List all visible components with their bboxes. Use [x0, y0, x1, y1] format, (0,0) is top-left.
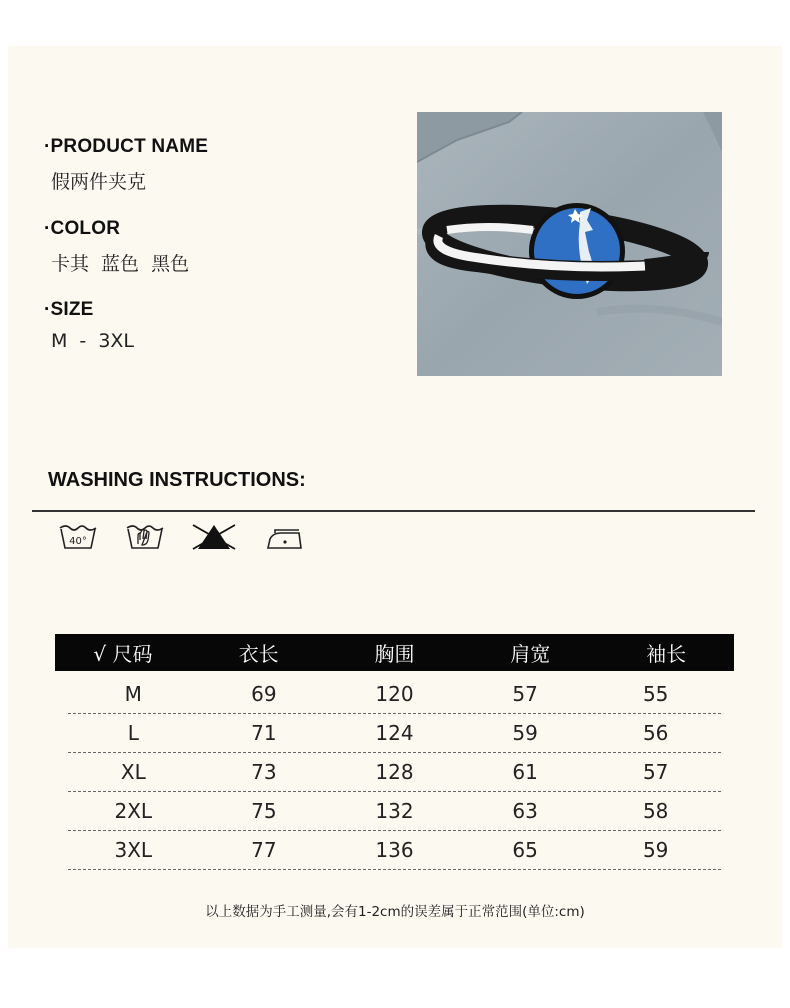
table-row — [68, 714, 721, 753]
color-block — [44, 218, 189, 276]
table-cell: 59 — [642, 838, 669, 862]
table-cell: 75 — [251, 799, 277, 823]
table-header — [55, 634, 734, 671]
table-cell: 65 — [512, 838, 538, 862]
table-cell: 136 — [375, 838, 414, 862]
header-chest: 胸围 — [374, 642, 415, 666]
washing-instructions-title: WASHING INSTRUCTIONS: — [48, 469, 306, 491]
table-cell: 124 — [375, 721, 414, 745]
table-cell: 77 — [251, 838, 277, 862]
header-size: √ 尺码 — [93, 642, 153, 666]
table-cell: 56 — [642, 721, 669, 745]
machine-wash-40-icon — [58, 522, 98, 556]
planet-patch-image — [417, 112, 722, 376]
measurement-note: 以上数据为手工测量,会有1-2cm的误差属于正常范围(单位:cm) — [205, 904, 585, 920]
product-detail-photo — [417, 112, 722, 376]
table-row — [68, 831, 721, 870]
table-cell: 63 — [512, 799, 538, 823]
size-label: ·SIZE — [44, 299, 94, 320]
table-cell: 69 — [251, 682, 277, 706]
do-not-bleach-icon — [190, 522, 238, 556]
product-name-value: 假两件夹克 — [51, 171, 147, 193]
table-row — [68, 675, 721, 714]
color-value: 卡其 蓝色 黑色 — [51, 253, 190, 275]
table-cell: 57 — [642, 760, 669, 784]
size-value: M - 3XL — [51, 330, 135, 352]
table-cell: 61 — [512, 760, 538, 784]
table-cell: 55 — [642, 682, 669, 706]
table-cell: 73 — [251, 760, 277, 784]
hand-wash-icon — [125, 522, 165, 556]
section-divider — [32, 510, 755, 512]
table-cell: 58 — [642, 799, 669, 823]
table-cell: 120 — [375, 682, 414, 706]
size-chart-table — [55, 634, 734, 870]
table-row — [68, 792, 721, 831]
size-block — [44, 299, 134, 352]
wash-temp-label: 40° — [69, 536, 87, 547]
product-name-block — [44, 136, 208, 194]
header-sleeve: 袖长 — [646, 642, 687, 666]
product-name-label: ·PRODUCT NAME — [44, 136, 209, 157]
iron-low-icon — [265, 522, 305, 556]
table-cell: 132 — [375, 799, 414, 823]
table-cell: XL — [120, 760, 146, 784]
table-cell: 3XL — [114, 838, 153, 862]
table-cell: L — [127, 721, 139, 745]
color-label: ·COLOR — [44, 218, 121, 239]
table-cell: 59 — [512, 721, 538, 745]
table-cell: 71 — [251, 721, 277, 745]
table-cell: M — [124, 682, 142, 706]
header-length: 衣长 — [238, 642, 279, 666]
table-cell: 57 — [512, 682, 538, 706]
header-shoulder: 肩宽 — [510, 642, 551, 666]
table-row — [68, 753, 721, 792]
table-cell: 128 — [375, 760, 414, 784]
table-cell: 2XL — [114, 799, 153, 823]
